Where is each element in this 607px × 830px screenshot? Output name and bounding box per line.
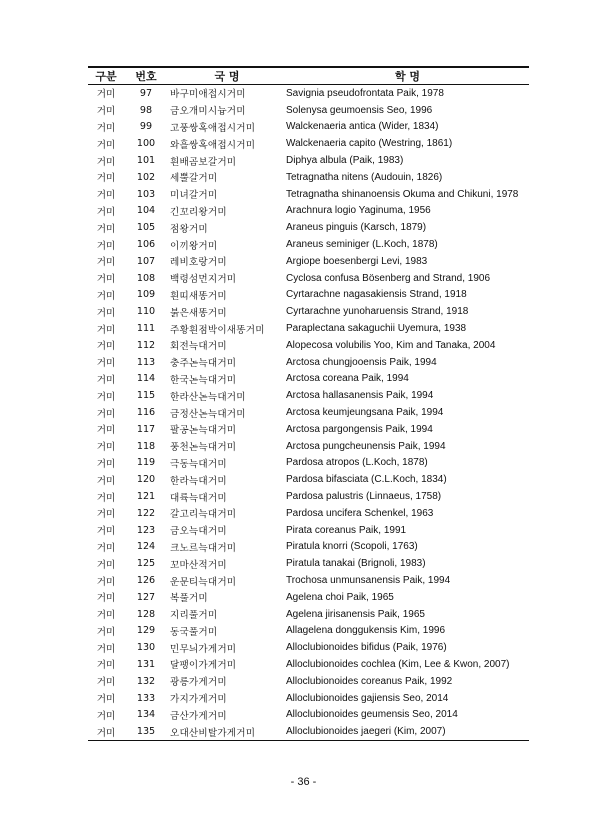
cell-category: 거미 (96, 475, 116, 487)
cell-korean-name: 미녀갈거미 (170, 190, 218, 202)
cell-korean-name: 오대산비탈가게거미 (168, 723, 286, 740)
cell-scientific-name: Alloclubionoides gajiensis Seo, 2014 (286, 692, 449, 704)
cell-korean-name: 와흘쌍혹애접시거미 (170, 139, 256, 151)
cell-number: 126 (136, 575, 156, 586)
cell-number: 121 (136, 491, 156, 503)
cell-scientific-name: Agelena jirisanensis Paik, 1965 (286, 608, 425, 620)
table-row (88, 539, 529, 556)
cell-number: 122 (136, 507, 156, 519)
table-row (88, 152, 529, 169)
table-row (88, 186, 529, 203)
cell-category: 거미 (96, 341, 116, 353)
page-number: - 36 - (290, 776, 317, 788)
cell-scientific-name: Pardosa bifasciata (C.L.Koch, 1834) (286, 474, 447, 486)
cell-number: 129 (136, 625, 156, 637)
table-row (88, 236, 529, 253)
cell-category: 거미 (96, 509, 116, 521)
cell-category: 거미 (96, 190, 116, 202)
cell-korean-name: 운문티늑대거미 (170, 576, 237, 588)
cell-category: 거미 (96, 391, 116, 403)
cell-scientific-name: Allagelena donggukensis Kim, 1996 (286, 625, 445, 637)
cell-category: 거미 (96, 290, 116, 302)
cell-scientific-name: Alloclubionoides coreanus Paik, 1992 (286, 675, 453, 687)
cell-scientific-name: Cyrtarachne yunoharuensis Strand, 1918 (286, 306, 469, 318)
cell-number: 124 (136, 541, 156, 553)
cell-korean-name: 크노르늑대거미 (170, 542, 237, 554)
cell-number: 132 (136, 675, 156, 687)
cell-korean-name: 지리풀거미 (170, 610, 218, 622)
table-row (88, 371, 529, 388)
cell-category: 거미 (96, 559, 116, 571)
cell-category: 거미 (96, 660, 116, 672)
table-row (88, 219, 529, 236)
cell-scientific-name: Piratula knorri (Scopoli, 1763) (286, 541, 418, 553)
cell-scientific-name: Argiope boesenbergi Levi, 1983 (286, 255, 428, 267)
cell-scientific-name: Arctosa chungjooensis Paik, 1994 (286, 356, 437, 368)
table-row (88, 85, 529, 102)
cell-category: 거미 (96, 492, 116, 504)
cell-scientific-name: Paraplectana sakaguchii Uyemura, 1938 (286, 323, 467, 335)
table-row (88, 623, 529, 640)
cell-number: 106 (136, 239, 156, 251)
cell-korean-name: 한라산논늑대거미 (170, 391, 246, 403)
cell-number: 101 (136, 155, 156, 167)
cell-scientific-name: Pardosa uncifera Schenkel, 1963 (286, 507, 434, 519)
cell-scientific-name: Alopecosa volubilis Yoo, Kim and Tanaka, 2004 (286, 339, 496, 351)
table-row (88, 337, 529, 354)
cell-scientific-name: Arctosa hallasanensis Paik, 1994 (286, 390, 434, 402)
table-row (88, 606, 529, 623)
table-row (88, 723, 529, 740)
cell-korean-name: 회전늑대거미 (170, 341, 227, 353)
cell-korean-name: 금산가게거미 (170, 710, 227, 722)
cell-category: 거미 (96, 307, 116, 319)
cell-korean-name: 흰배곰보갈거미 (170, 156, 237, 168)
cell-number: 115 (136, 390, 156, 402)
cell-number: 131 (136, 658, 156, 670)
cell-number: 110 (136, 306, 156, 318)
cell-number: 135 (124, 723, 168, 740)
cell-number: 116 (136, 407, 156, 419)
cell-number: 120 (136, 474, 156, 486)
cell-number: 128 (136, 608, 156, 620)
cell-scientific-name: Solenysa geumoensis Seo, 1996 (286, 104, 433, 116)
cell-category: 거미 (96, 257, 116, 269)
cell-category: 거미 (88, 723, 124, 740)
cell-korean-name: 붉은새똥거미 (170, 307, 227, 319)
table-row (88, 203, 529, 220)
cell-number: 100 (136, 138, 156, 150)
cell-category: 거미 (96, 173, 116, 185)
cell-category: 거미 (96, 374, 116, 386)
cell-number: 130 (136, 642, 156, 654)
table-row (88, 421, 529, 438)
cell-category: 거미 (96, 240, 116, 252)
cell-number: 107 (136, 255, 156, 267)
table-body (88, 85, 529, 741)
cell-scientific-name: Savignia pseudofrontata Paik, 1978 (286, 87, 444, 99)
cell-category: 거미 (96, 139, 116, 151)
table-row (88, 522, 529, 539)
table-row (88, 690, 529, 707)
cell-scientific-name: Cyclosa confusa Bösenberg and Strand, 1906 (286, 272, 491, 284)
table-row (88, 505, 529, 522)
cell-korean-name: 한라늑대거미 (170, 475, 227, 487)
cell-number: 125 (136, 558, 156, 570)
table-row (88, 488, 529, 505)
cell-scientific-name: Arctosa pungcheunensis Paik, 1994 (286, 440, 446, 452)
cell-scientific-name: Arctosa pargongensis Paik, 1994 (286, 423, 433, 435)
header-scientific-name: 학 명 (286, 67, 529, 85)
cell-category: 거미 (96, 542, 116, 554)
cell-category: 거미 (96, 122, 116, 134)
cell-category: 거미 (96, 156, 116, 168)
cell-scientific-name: Alloclubionoides cochlea (Kim, Lee & Kwon, 2007) (286, 658, 510, 670)
table-row (88, 438, 529, 455)
cell-korean-name: 바구미애접시거미 (170, 89, 246, 101)
cell-number: 119 (136, 457, 156, 469)
table-row (88, 404, 529, 421)
cell-number: 103 (136, 188, 156, 200)
cell-scientific-name: Arctosa keumjeungsana Paik, 1994 (286, 407, 444, 419)
cell-korean-name: 한국논늑대거미 (170, 374, 237, 386)
table-row (88, 320, 529, 337)
table-row (88, 303, 529, 320)
cell-scientific-name: Pardosa palustris (Linnaeus, 1758) (286, 491, 442, 503)
cell-scientific-name: Arachnura logio Yaginuma, 1956 (286, 205, 431, 217)
table-row (88, 119, 529, 136)
cell-category: 거미 (96, 677, 116, 689)
cell-korean-name: 풍천논늑대거미 (170, 442, 237, 454)
cell-korean-name: 금오늑대거미 (170, 526, 227, 538)
cell-number: 133 (136, 692, 156, 704)
cell-korean-name: 광릉가게거미 (170, 677, 227, 689)
cell-scientific-name: Alloclubionoides bifidus (Paik, 1976) (286, 642, 447, 654)
cell-category: 거미 (96, 458, 116, 470)
cell-number: 98 (139, 104, 153, 116)
table-row (88, 471, 529, 488)
cell-number: 102 (136, 171, 156, 183)
cell-korean-name: 이끼왕거미 (170, 240, 218, 252)
header-row (88, 67, 529, 85)
cell-korean-name: 갈고리늑대거미 (170, 509, 237, 521)
cell-category: 거미 (96, 694, 116, 706)
cell-category: 거미 (96, 626, 116, 638)
cell-number: 114 (136, 373, 156, 385)
table-row (88, 270, 529, 287)
table-row (88, 639, 529, 656)
cell-scientific-name: Diphya albula (Paik, 1983) (286, 155, 404, 167)
cell-category: 거미 (96, 442, 116, 454)
cell-category: 거미 (96, 643, 116, 655)
cell-category: 거미 (96, 358, 116, 370)
cell-scientific-name: Cyrtarachne nagasakiensis Strand, 1918 (286, 289, 467, 301)
cell-scientific-name: Alloclubionoides jaegeri (Kim, 2007) (286, 723, 529, 740)
cell-scientific-name: Walckenaeria antica (Wider, 1834) (286, 121, 439, 133)
cell-category: 거미 (96, 274, 116, 286)
cell-scientific-name: Tetragnatha shinanoensis Okuma and Chikuni, 1978 (286, 188, 519, 200)
cell-number: 111 (136, 323, 156, 335)
cell-korean-name: 흰띠새똥거미 (170, 290, 227, 302)
cell-scientific-name: Walckenaeria capito (Westring, 1861) (286, 138, 453, 150)
table-row (88, 169, 529, 186)
cell-korean-name: 꼬마산적거미 (170, 559, 227, 571)
cell-korean-name: 민무늬가게거미 (170, 643, 237, 655)
cell-category: 거미 (96, 408, 116, 420)
cell-category: 거미 (96, 526, 116, 538)
cell-category: 거미 (96, 206, 116, 218)
cell-category: 거미 (96, 106, 116, 118)
cell-number: 97 (139, 87, 153, 99)
table-row (88, 572, 529, 589)
cell-category: 거미 (96, 576, 116, 588)
header-number: 번호 (124, 67, 168, 85)
cell-scientific-name: Tetragnatha nitens (Audouin, 1826) (286, 171, 443, 183)
cell-korean-name: 레비호랑거미 (170, 257, 227, 269)
cell-scientific-name: Araneus pinguis (Karsch, 1879) (286, 222, 427, 234)
cell-number: 104 (136, 205, 156, 217)
cell-korean-name: 복풀거미 (170, 593, 208, 605)
cell-korean-name: 팔공논늑대거미 (170, 425, 237, 437)
header-korean-name: 국 명 (168, 67, 286, 85)
cell-korean-name: 금정산논늑대거미 (170, 408, 246, 420)
cell-korean-name: 점왕거미 (170, 223, 208, 235)
cell-number: 99 (139, 121, 153, 133)
table-row (88, 673, 529, 690)
header-category: 구분 (88, 67, 124, 85)
cell-number: 108 (136, 272, 156, 284)
cell-number: 105 (136, 222, 156, 234)
table-row (88, 555, 529, 572)
cell-scientific-name: Arctosa coreana Paik, 1994 (286, 373, 409, 385)
cell-korean-name: 백령섬먼지거미 (170, 274, 237, 286)
table-row (88, 102, 529, 119)
cell-number: 113 (136, 356, 156, 368)
cell-category: 거미 (96, 223, 116, 235)
cell-number: 127 (136, 591, 156, 603)
cell-number: 117 (136, 423, 156, 435)
cell-korean-name: 충주논늑대거미 (170, 358, 237, 370)
cell-category: 거미 (96, 425, 116, 437)
cell-korean-name: 대륙늑대거미 (170, 492, 227, 504)
table-row (88, 354, 529, 371)
cell-category: 거미 (96, 324, 116, 336)
cell-scientific-name: Trochosa unmunsanensis Paik, 1994 (286, 575, 451, 586)
cell-category: 거미 (96, 593, 116, 605)
cell-number: 112 (136, 339, 156, 351)
cell-korean-name: 달팽이가게거미 (170, 660, 237, 672)
cell-korean-name: 극동늑대거미 (170, 458, 227, 470)
cell-korean-name: 주황흰점박이새똥거미 (170, 324, 265, 336)
table-row (88, 706, 529, 723)
table-row (88, 135, 529, 152)
cell-number: 134 (136, 709, 156, 721)
cell-category: 거미 (96, 610, 116, 622)
table-row (88, 287, 529, 304)
table-row (88, 656, 529, 673)
cell-number: 118 (136, 440, 156, 452)
cell-scientific-name: Pirata coreanus Paik, 1991 (286, 524, 407, 536)
cell-korean-name: 가지가게거미 (170, 694, 227, 706)
table-row (88, 589, 529, 606)
cell-korean-name: 금오개미시늉거미 (170, 106, 246, 118)
cell-category: 거미 (96, 89, 116, 101)
cell-number: 123 (136, 524, 156, 536)
cell-scientific-name: Pardosa atropos (L.Koch, 1878) (286, 457, 428, 469)
cell-category: 거미 (96, 710, 116, 722)
cell-scientific-name: Piratula tanakai (Brignoli, 1983) (286, 558, 426, 570)
cell-scientific-name: Araneus seminiger (L.Koch, 1878) (286, 239, 438, 251)
table-row (88, 387, 529, 404)
table-header (88, 67, 529, 85)
table-row (88, 253, 529, 270)
cell-korean-name: 세뿔갈거미 (170, 173, 218, 185)
cell-number: 109 (136, 289, 156, 301)
cell-scientific-name: Alloclubionoides geumensis Seo, 2014 (286, 709, 458, 721)
cell-korean-name: 고풍쌍혹애접시거미 (170, 122, 256, 134)
cell-scientific-name: Agelena choi Paik, 1965 (286, 591, 394, 603)
cell-korean-name: 동국풀거미 (170, 626, 218, 638)
cell-korean-name: 긴꼬리왕거미 (170, 206, 227, 218)
species-table (88, 66, 529, 741)
table-row (88, 455, 529, 472)
